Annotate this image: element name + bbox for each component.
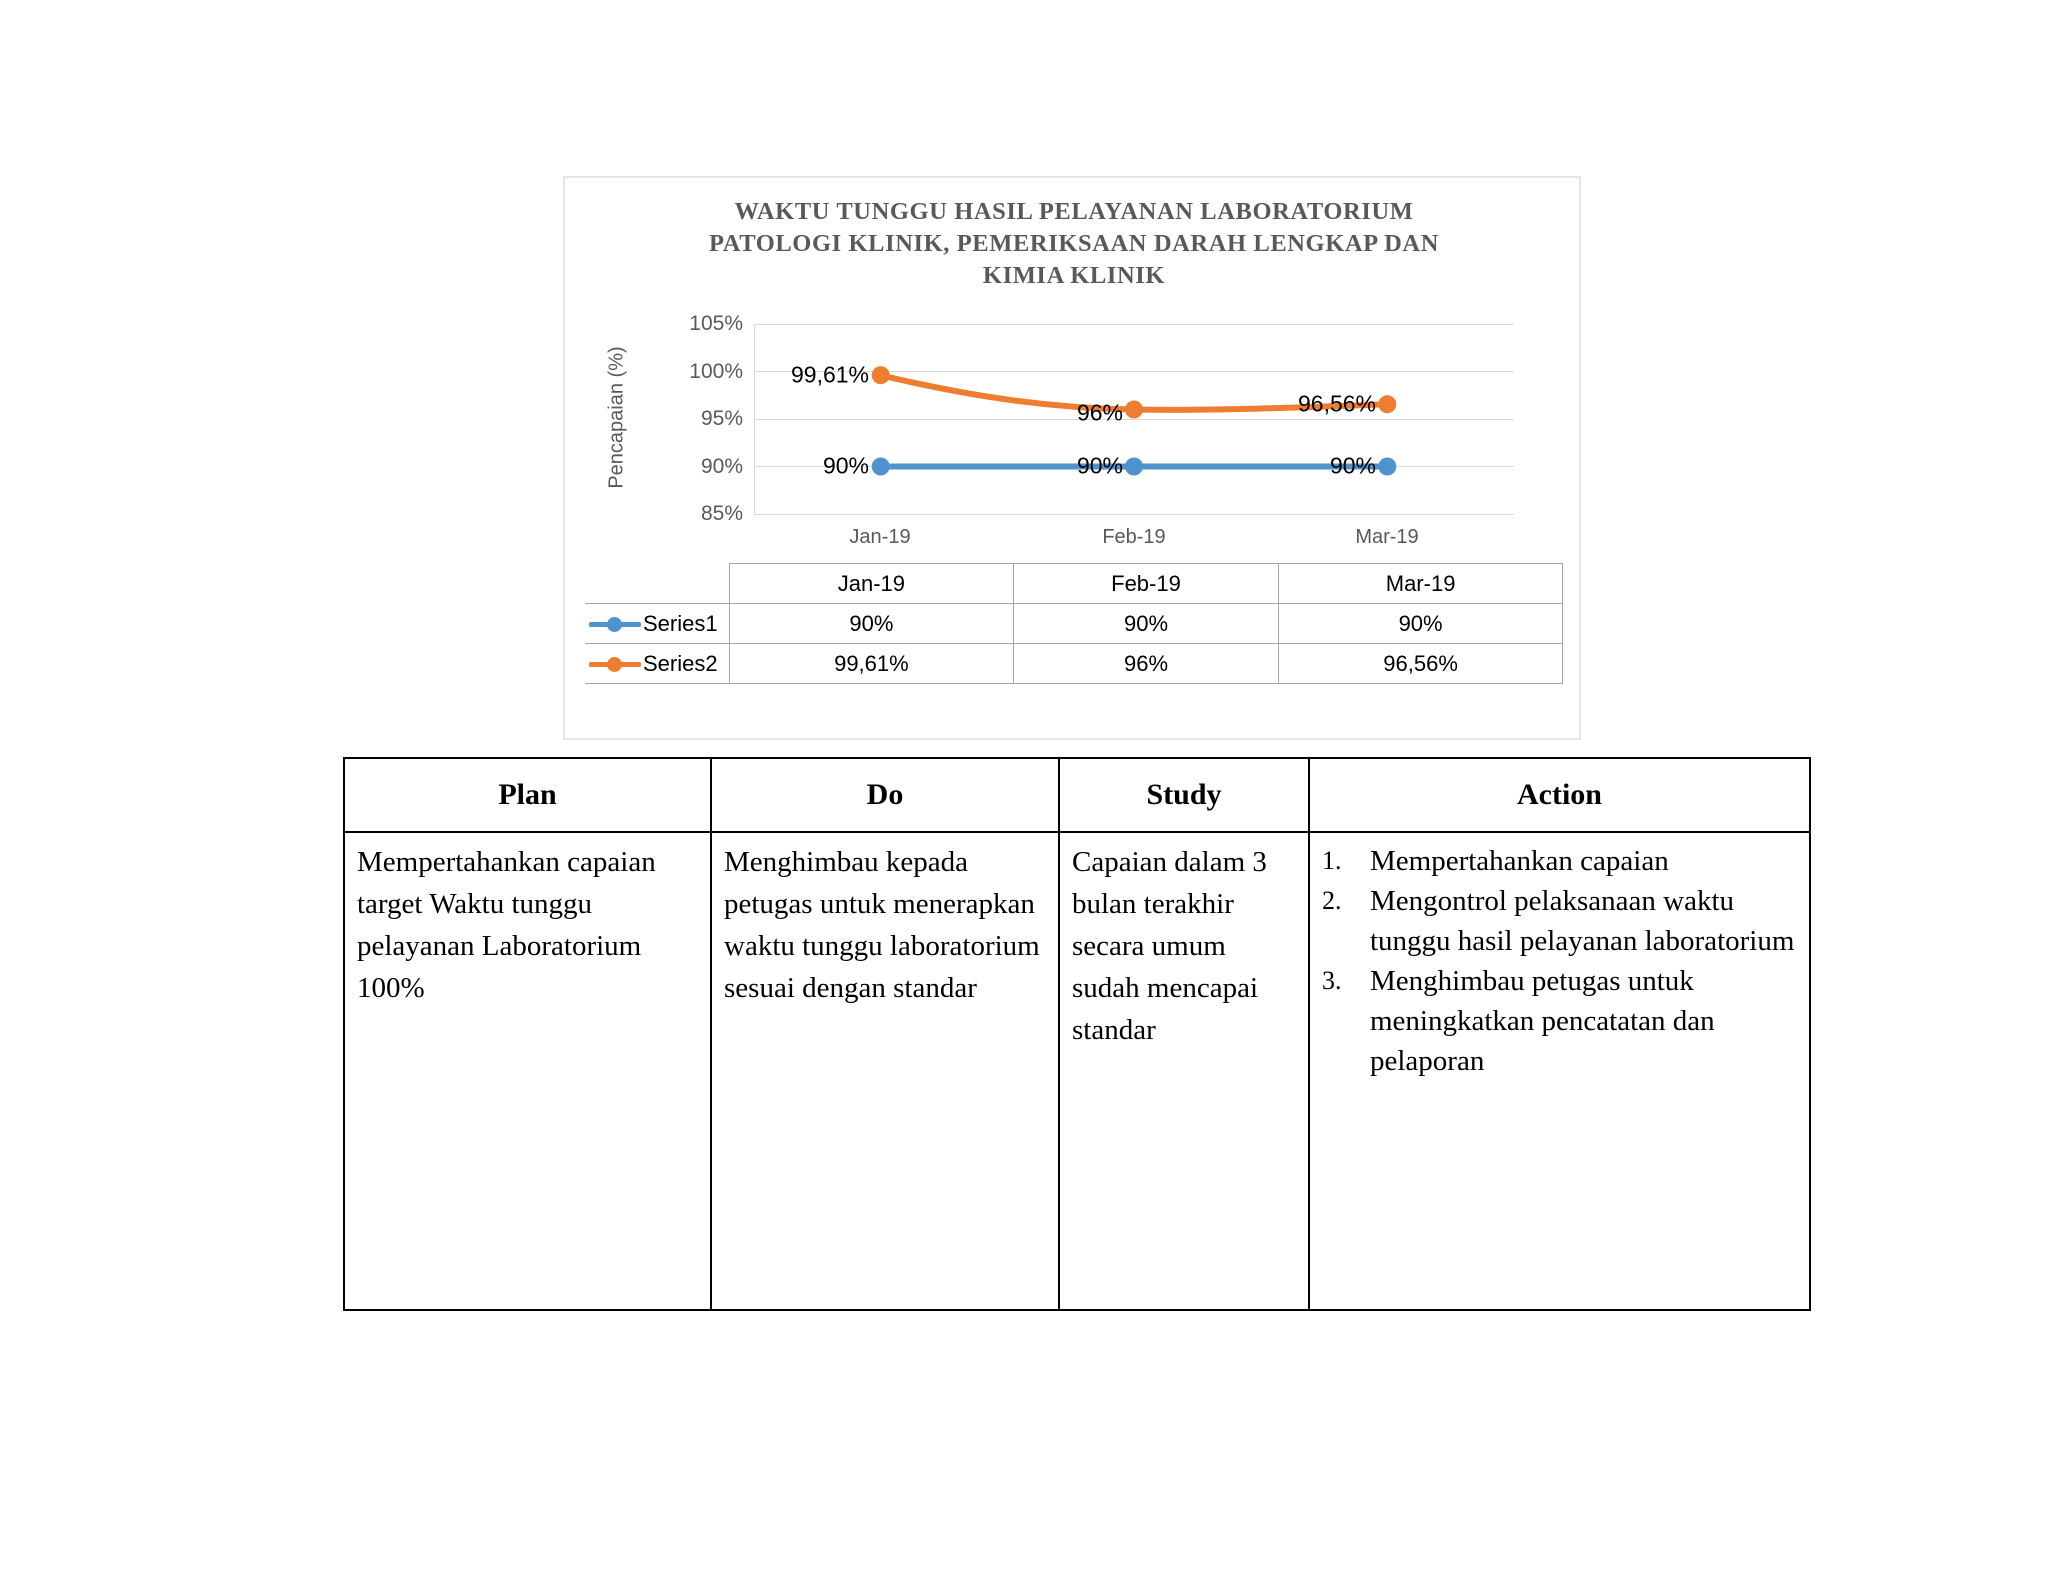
action-item-number: 3.: [1322, 966, 1342, 995]
action-list: [1322, 841, 1799, 1081]
chart-data-table: [585, 563, 1563, 684]
series2-label-mar: 96,56%: [1297, 390, 1376, 417]
x-tick-feb: Feb-19: [1102, 526, 1166, 548]
x-tick-mar: Mar-19: [1355, 526, 1419, 548]
action-item-text: Mengontrol pelaksanaan waktu tunggu hasil pelayanan laboratorium: [1370, 885, 1795, 957]
pdsa-cell-action: [1309, 832, 1810, 1310]
action-item-text: Menghimbau petugas untuk meningkatkan pencatatan dan pelaporan: [1370, 965, 1715, 1077]
series2-label-jan: 99,61%: [790, 361, 869, 388]
pdsa-cell-plan: Mempertahankan capaian target Waktu tunggu pelayanan Laboratorium 100%: [344, 832, 711, 1310]
series2-value-feb: 96%: [1013, 644, 1278, 684]
legend-label-series2: Series2: [643, 651, 718, 677]
series1-value-mar: 90%: [1279, 604, 1563, 644]
action-list-item: [1322, 841, 1799, 881]
y-axis-title: Pencapaian (%): [605, 346, 628, 489]
series1-value-feb: 90%: [1013, 604, 1278, 644]
action-list-item: [1322, 961, 1799, 1081]
series1-marker-jan: [872, 458, 890, 476]
pdsa-table: [343, 757, 1811, 1311]
legend-line-marker-icon: [589, 617, 641, 631]
legend-key-series2: [585, 644, 730, 684]
series2-marker-feb: [1125, 401, 1143, 419]
chart-title: [595, 196, 1553, 292]
pdsa-cell-study: Capaian dalam 3 bulan terakhir secara umum sudah mencapai standar: [1059, 832, 1309, 1310]
y-tick-85: 85%: [700, 502, 743, 525]
series1-value-jan: 90%: [730, 604, 1014, 644]
series2-value-mar: 96,56%: [1279, 644, 1563, 684]
y-tick-105: 105%: [689, 312, 743, 335]
legend-line-marker-icon: [589, 657, 641, 671]
y-tick-90: 90%: [700, 455, 743, 478]
pdsa-cell-do: Menghimbau kepada petugas untuk menerapkan waktu tunggu laboratorium sesuai dengan standar: [711, 832, 1059, 1310]
pdsa-header-action: Action: [1309, 758, 1810, 832]
y-tick-100: 100%: [689, 360, 743, 383]
series1-label-mar: 90%: [1329, 452, 1376, 479]
chart-data-col-mar: Mar-19: [1279, 564, 1563, 604]
series2-label-feb: 96%: [1076, 399, 1123, 426]
action-item-number: 1.: [1322, 846, 1342, 875]
legend-key-series1: [585, 604, 730, 644]
series1-marker-mar: [1378, 458, 1396, 476]
series1-label-jan: 90%: [822, 452, 869, 479]
chart-data-table-corner: [585, 564, 730, 604]
legend-label-series1: Series1: [643, 611, 718, 637]
gridline-85: [754, 514, 1514, 515]
action-item-text: Mempertahankan capaian: [1370, 845, 1669, 877]
chart-title-line-3: KIMIA KLINIK: [982, 262, 1166, 289]
action-item-number: 2.: [1322, 886, 1342, 915]
chart-data-col-jan: Jan-19: [730, 564, 1014, 604]
series2-marker-jan: [872, 366, 890, 384]
x-tick-jan: Jan-19: [849, 526, 911, 548]
pdsa-body-row: [344, 832, 1810, 1310]
chart-data-col-feb: Feb-19: [1013, 564, 1278, 604]
action-list-item: [1322, 881, 1799, 961]
chart-data-table-row-series2: [585, 644, 1563, 684]
series2-marker-mar: [1378, 395, 1396, 413]
pdsa-header-study: Study: [1059, 758, 1309, 832]
chart-title-line-2: PATOLOGI KLINIK, PEMERIKSAAN DARAH LENGKAP DAN: [708, 230, 1439, 257]
plot-area: [754, 324, 1514, 514]
chart-title-line-1: WAKTU TUNGGU HASIL PELAYANAN LABORATORIUM: [734, 198, 1414, 225]
series1-marker-feb: [1125, 458, 1143, 476]
chart-data-table-row-series1: [585, 604, 1563, 644]
pdsa-header-row: [344, 758, 1810, 832]
pdsa-header-plan: Plan: [344, 758, 711, 832]
series2-value-jan: 99,61%: [730, 644, 1014, 684]
chart-card: [563, 176, 1581, 740]
series1-label-feb: 90%: [1076, 452, 1123, 479]
pdsa-header-do: Do: [711, 758, 1059, 832]
chart-data-table-header-row: [585, 564, 1563, 604]
series-lines: [754, 324, 1514, 514]
y-tick-95: 95%: [700, 407, 743, 430]
